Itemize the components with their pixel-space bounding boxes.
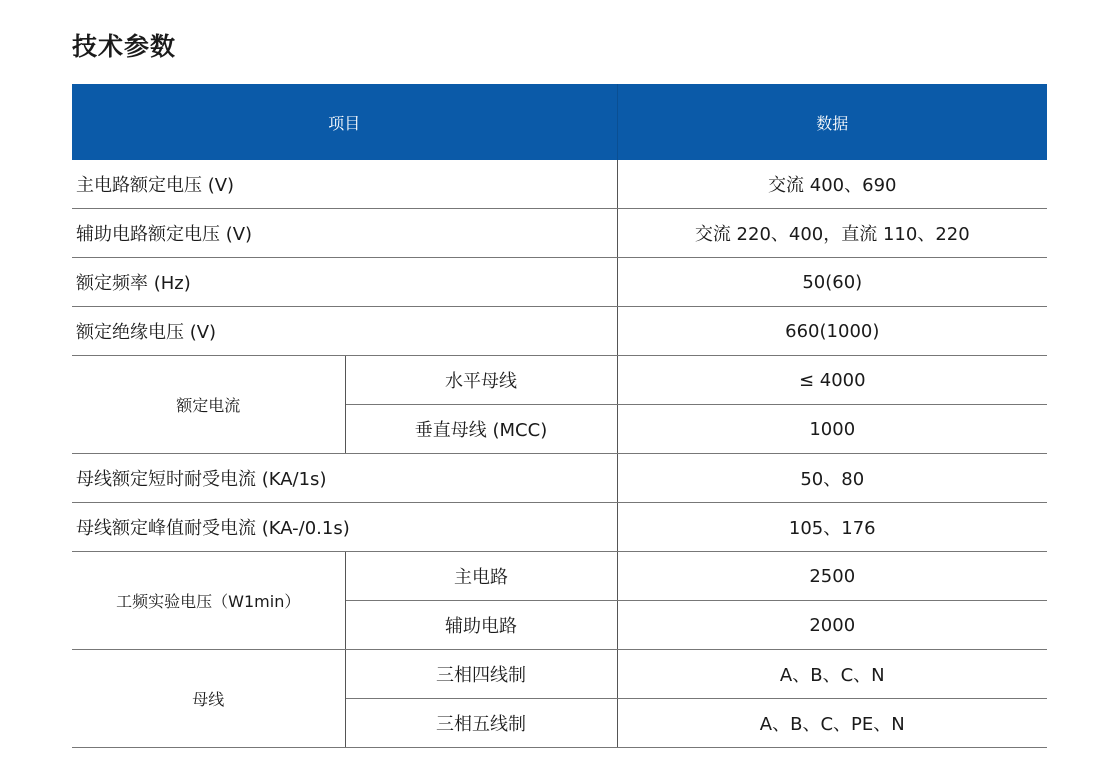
row-value: 105、176 (617, 503, 1047, 552)
table-row (72, 503, 1047, 552)
row-value: 2500 (617, 552, 1047, 601)
row-value: 2000 (617, 601, 1047, 650)
table-row (72, 552, 1047, 601)
row-sub-label: 三相五线制 (345, 699, 617, 748)
table-row (72, 356, 1047, 405)
table-row (72, 307, 1047, 356)
header-item: 项目 (72, 84, 617, 160)
row-value: A、B、C、N (617, 650, 1047, 699)
table-row (72, 160, 1047, 209)
row-group-label: 工频实验电压（W1min） (72, 552, 345, 650)
row-value: 50(60) (617, 258, 1047, 307)
table-row (72, 209, 1047, 258)
header-data: 数据 (617, 84, 1047, 160)
row-sub-label: 垂直母线 (MCC) (345, 405, 617, 454)
table-row (72, 650, 1047, 699)
row-value: 交流 220、400，直流 110、220 (617, 209, 1047, 258)
row-label: 主电路额定电压 (V) (72, 160, 617, 209)
row-group-label: 母线 (72, 650, 345, 748)
row-sub-label: 水平母线 (345, 356, 617, 405)
row-sub-label: 三相四线制 (345, 650, 617, 699)
table-header-row (72, 84, 1047, 160)
row-sub-label: 辅助电路 (345, 601, 617, 650)
page-title: 技术参数 (72, 32, 177, 61)
row-sub-label: 主电路 (345, 552, 617, 601)
row-value: 660(1000) (617, 307, 1047, 356)
row-value: 交流 400、690 (617, 160, 1047, 209)
spec-table (72, 84, 1047, 748)
row-label: 额定绝缘电压 (V) (72, 307, 617, 356)
row-value: 1000 (617, 405, 1047, 454)
row-value: ≤ 4000 (617, 356, 1047, 405)
table-row (72, 258, 1047, 307)
row-label: 母线额定峰值耐受电流 (KA-/0.1s) (72, 503, 617, 552)
row-group-label: 额定电流 (72, 356, 345, 454)
row-label: 额定频率 (Hz) (72, 258, 617, 307)
row-value: A、B、C、PE、N (617, 699, 1047, 748)
row-label: 辅助电路额定电压 (V) (72, 209, 617, 258)
row-label: 母线额定短时耐受电流 (KA/1s) (72, 454, 617, 503)
row-value: 50、80 (617, 454, 1047, 503)
table-row (72, 454, 1047, 503)
